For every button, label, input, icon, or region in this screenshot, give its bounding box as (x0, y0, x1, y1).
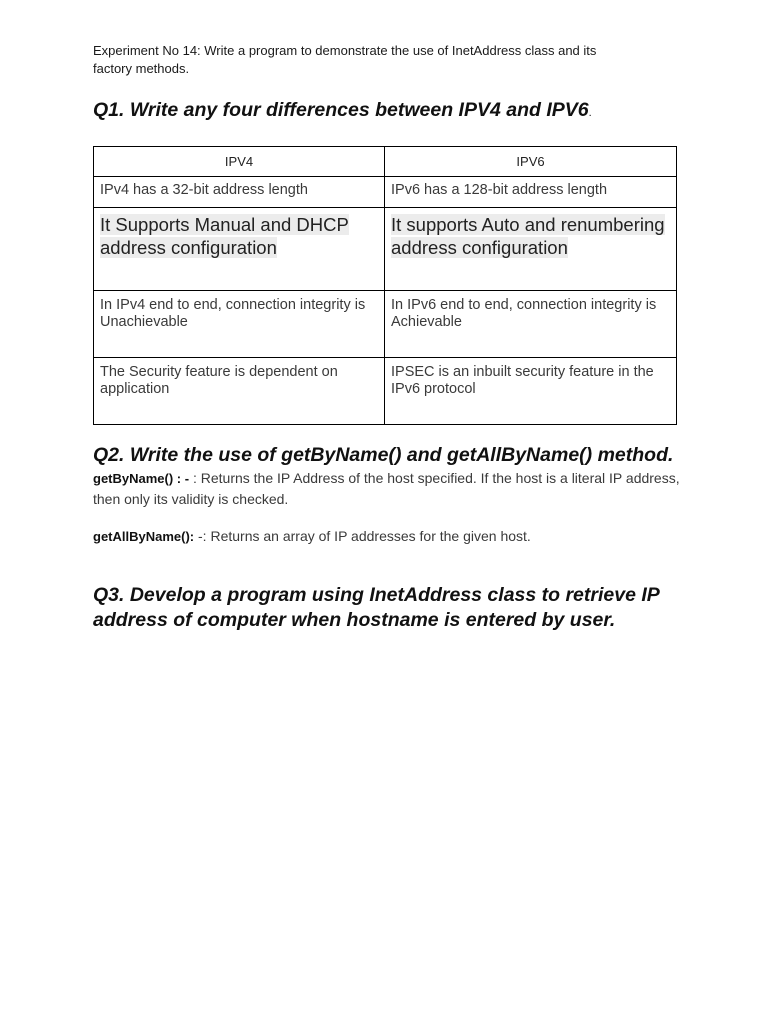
table-header-row (94, 147, 677, 177)
getallbyname-term: getAllByName(): (93, 529, 195, 544)
table-cell-ipv4-configuration (94, 208, 385, 291)
table-cell-ipv4-address-length: IPv4 has a 32-bit address length (94, 177, 385, 208)
table-header-ipv6: IPV6 (385, 147, 677, 177)
getbyname-description: : Returns the IP Address of the host specified. If the host is a literal IP address, then only its validity is checked. (93, 470, 680, 507)
table-cell-ipv6-configuration (385, 208, 677, 291)
table-cell-ipv4-security: The Security feature is dependent on application (94, 358, 385, 425)
experiment-title-line-2: factory methods. (93, 61, 190, 76)
ipv4-ipv6-comparison-table (93, 146, 677, 425)
document-page (93, 42, 683, 633)
getallbyname-definition (93, 526, 683, 547)
table-row (94, 291, 677, 358)
experiment-title-line-1: Experiment No 14: Write a program to demonstrate the use of InetAddress class and its (93, 43, 597, 58)
q1-heading (93, 98, 683, 126)
table-row (94, 358, 677, 425)
getbyname-term: getByName() : - (93, 471, 190, 486)
table-row (94, 177, 677, 208)
q3-heading: Q3. Develop a program using InetAddress class to retrieve IP address of computer when hostname is entered by user. (93, 584, 660, 631)
highlighted-text: It Supports Manual and DHCP address configuration (100, 214, 349, 258)
table-cell-ipv6-security: IPSEC is an inbuilt security feature in the IPv6 protocol (385, 358, 677, 425)
getbyname-definition (93, 468, 683, 510)
table-cell-ipv6-address-length: IPv6 has a 128-bit address length (385, 177, 677, 208)
q2-heading: Q2. Write the use of getByName() and getAllByName() method. (93, 444, 674, 466)
getallbyname-description: -: Returns an array of IP addresses for the given host. (194, 528, 531, 544)
highlighted-text: It supports Auto and renumbering address configuration (391, 214, 665, 258)
q1-heading-dot: . (588, 107, 592, 119)
table-cell-ipv4-integrity: In IPv4 end to end, connection integrity is Unachievable (94, 291, 385, 358)
table-cell-ipv6-integrity: In IPv6 end to end, connection integrity is Achievable (385, 291, 677, 358)
q1-heading-text: Q1. Write any four differences between IPV4 and IPV6 (93, 99, 589, 121)
table-row (94, 208, 677, 291)
table-header-ipv4: IPV4 (94, 147, 385, 177)
